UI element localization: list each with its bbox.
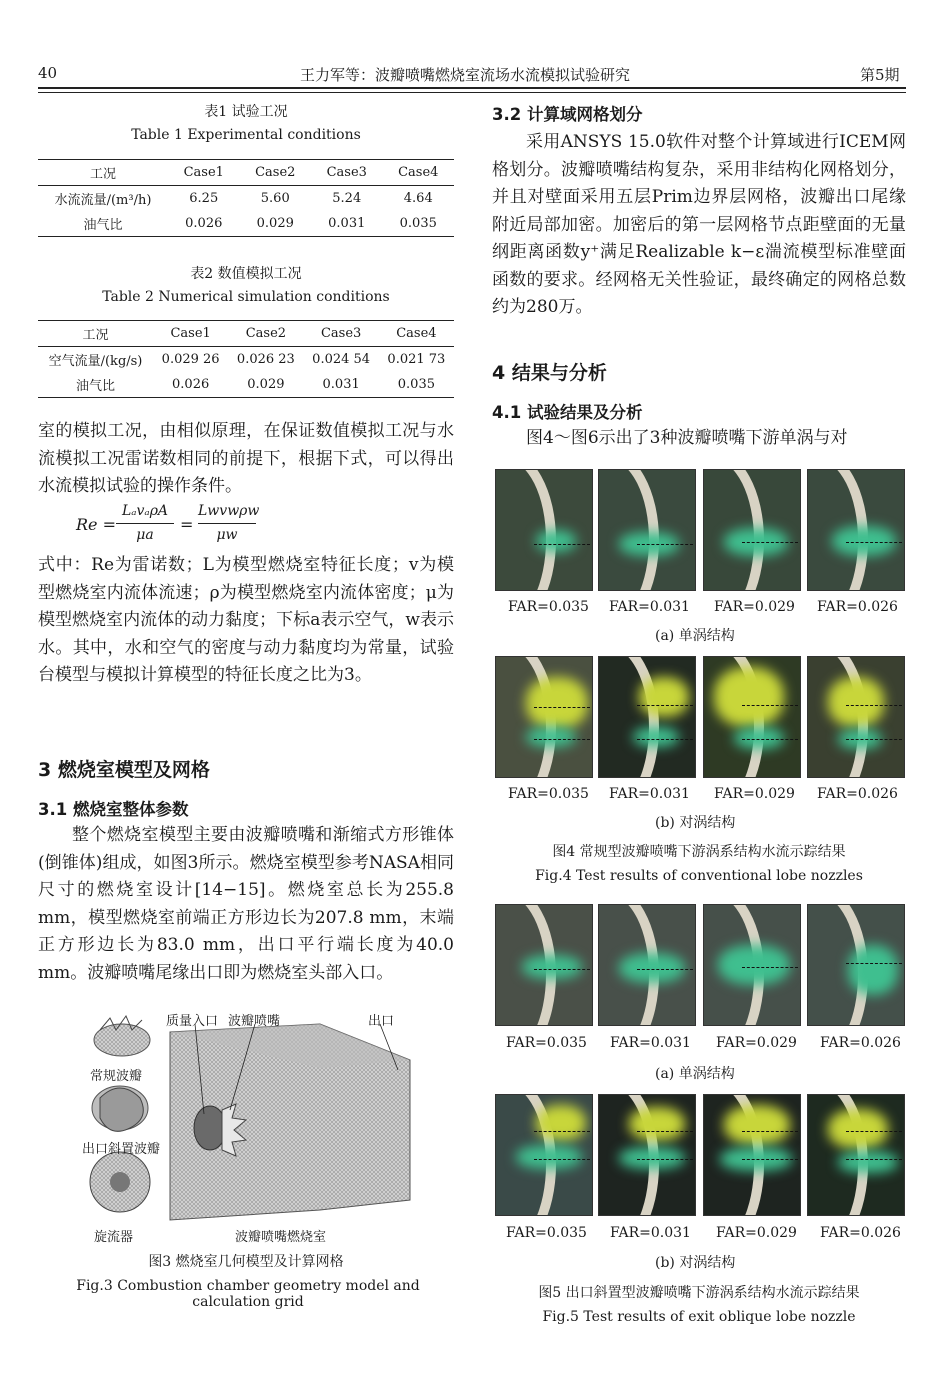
header-rule — [38, 87, 906, 89]
equation-reynolds — [76, 503, 276, 553]
fig4b-photo-1 — [495, 656, 593, 778]
eq-num-water: Lwvwρw — [198, 503, 260, 519]
fig4a-photo-3 — [703, 469, 801, 591]
body-paragraph: 室的模拟工况，由相似原理，在保证数值模拟工况与水流模拟工况雷诺数相同的前提下，根据下式，可以得出水流模拟试验的操作条件。 — [38, 421, 454, 496]
table2-header: Case1 — [153, 321, 228, 347]
table1-cell: 油气比 — [38, 211, 168, 237]
far-label: FAR=0.029 — [716, 1225, 797, 1241]
table2 — [38, 320, 454, 398]
table2-header: 工况 — [38, 321, 153, 347]
fig3-caption-cn: 图3 燃烧室几何模型及计算网格 — [148, 1254, 344, 1270]
fig5b-photo-3 — [703, 1094, 801, 1216]
body-paragraph: 整个燃烧室模型主要由波瓣喷嘴和渐缩式方形锥体(倒锥体)组成，如图3所示。燃烧室模型参考NASA相同尺寸的燃烧室设计[14−15]。燃烧室总长为255.8 mm，模型燃烧室前端正方形边长为207.8 mm，末端正方形边长为83.0 mm，出口平行端长度为40.0 mm。波瓣喷嘴尾缘出口即为燃烧室头部入口。 — [38, 825, 454, 983]
table2-header: Case2 — [228, 321, 303, 347]
fig5a-photo-4 — [807, 904, 905, 1026]
fig3-geometry — [80, 1010, 450, 1245]
far-label: FAR=0.026 — [820, 1225, 901, 1241]
eq-den-air: μa — [136, 527, 154, 543]
fig5a-photo-1 — [495, 904, 593, 1026]
table2-cell: 0.029 26 — [161, 352, 220, 367]
table1-cell: 5.24 — [332, 191, 362, 206]
page-number: 40 — [38, 64, 58, 82]
far-label: FAR=0.035 — [508, 599, 589, 615]
far-label: FAR=0.029 — [714, 599, 795, 615]
fraction-bar — [116, 523, 174, 524]
table2-cell: 0.029 — [228, 372, 303, 398]
table1-header: Case2 — [240, 160, 312, 186]
running-title: 王力军等：波瓣喷嘴燃烧室流场水流模拟试验研究 — [300, 66, 631, 84]
section-heading: 4 结果与分析 — [492, 362, 607, 384]
subsection-heading: 4.1 试验结果及分析 — [492, 403, 643, 422]
table1-cell: 水流流量/(m³/h) — [54, 193, 152, 208]
fig5a-photo-3 — [703, 904, 801, 1026]
label-swirler: 旋流器 — [94, 1230, 134, 1245]
fig4-caption-cn: 图4 常规型波瓣喷嘴下游涡系结构水流示踪结果 — [552, 844, 846, 860]
fig3-caption-en: Fig.3 Combustion chamber geometry model and calculation grid — [76, 1278, 420, 1310]
far-label: FAR=0.035 — [506, 1225, 587, 1241]
fig4-sub-b: (b) 对涡结构 — [655, 815, 736, 831]
table2-header: Case3 — [304, 321, 379, 347]
table2-cell: 0.026 23 — [236, 352, 295, 367]
far-label: FAR=0.031 — [610, 1035, 691, 1051]
figure-3 — [80, 1010, 450, 1245]
label-oblique-lobe: 出口斜置波瓣 — [82, 1142, 161, 1157]
table1-header: Case1 — [168, 160, 240, 186]
table1-cell: 0.026 — [168, 211, 240, 237]
subsection-heading: 3.1 燃烧室整体参数 — [38, 800, 189, 819]
fig4a-photo-4 — [807, 469, 905, 591]
fig5-caption-en: Fig.5 Test results of exit oblique lobe nozzle — [542, 1309, 856, 1325]
table2-cell: 0.026 — [153, 372, 228, 398]
table1-header: Case3 — [311, 160, 383, 186]
fig4b-photo-3 — [703, 656, 801, 778]
conventional-lobe-icon — [94, 1016, 150, 1056]
table2-cell: 0.031 — [304, 372, 379, 398]
issue-number: 第5期 — [860, 66, 900, 84]
eq-equals: = — [180, 515, 194, 534]
body-paragraph: 图4～图6示出了3种波瓣喷嘴下游单涡与对 — [526, 428, 848, 448]
table2-caption-cn: 表2 数值模拟工况 — [190, 266, 302, 282]
table1-cell: 6.25 — [189, 191, 219, 206]
oblique-lobe-icon — [92, 1086, 148, 1131]
body-paragraph: 式中：Re为雷诺数；L为模型燃烧室特征长度；v为模型燃烧室内流体流速；ρ为模型燃烧室内流体密度；μ为模型燃烧室内流体的动力黏度；下标a表示空气，w表示水。其中，水和空气的密度与动力黏度均为常量，试验台模型与模拟计算模型的特征长度之比为3。 — [38, 555, 454, 685]
table1-header: Case4 — [383, 160, 455, 186]
table2-cell: 空气流量/(kg/s) — [48, 354, 143, 369]
table2-caption-en: Table 2 Numerical simulation conditions — [102, 289, 390, 305]
fig4b-photo-4 — [807, 656, 905, 778]
far-label: FAR=0.035 — [506, 1035, 587, 1051]
body-paragraph: 采用ANSYS 15.0软件对整个计算域进行ICEM网格划分。波瓣喷嘴结构复杂，采用非结构化网格划分，并且对壁面采用五层Prim边界层网格，波瓣出口尾缘附近局部加密。加密后的第一层网格节点距壁面的无量纲距离函数y⁺满足Realizable k−ε湍流模型标准壁面函数的要求。经网格无关性验证，最终确定的网格总数约为280万。 — [492, 132, 906, 317]
table1-cell: 5.60 — [260, 191, 290, 206]
swirler-icon — [90, 1152, 150, 1212]
fig4a-photo-1 — [495, 469, 593, 591]
table2-cell: 0.035 — [379, 372, 454, 398]
far-label: FAR=0.029 — [714, 786, 795, 802]
far-label: FAR=0.026 — [817, 599, 898, 615]
table1-cell: 4.64 — [403, 191, 433, 206]
fig4b-photo-2 — [598, 656, 696, 778]
table1-header: 工况 — [38, 160, 168, 186]
fig4-caption-en: Fig.4 Test results of conventional lobe nozzles — [535, 868, 863, 884]
table1-caption-cn: 表1 试验工况 — [204, 104, 288, 120]
eq-den-water: μw — [216, 527, 238, 543]
far-label: FAR=0.026 — [820, 1035, 901, 1051]
table2-cell: 0.021 73 — [387, 352, 446, 367]
table1-cell: 0.031 — [311, 211, 383, 237]
far-label: FAR=0.031 — [610, 1225, 691, 1241]
fig5-caption-cn: 图5 出口斜置型波瓣喷嘴下游涡系结构水流示踪结果 — [538, 1285, 860, 1301]
table1 — [38, 159, 454, 237]
table2-cell: 0.024 54 — [312, 352, 371, 367]
fig5-sub-a: (a) 单涡结构 — [655, 1066, 735, 1082]
fig5b-photo-2 — [598, 1094, 696, 1216]
section-heading: 3 燃烧室模型及网格 — [38, 759, 210, 781]
fig4a-photo-2 — [598, 469, 696, 591]
fig5a-photo-2 — [598, 904, 696, 1026]
far-label: FAR=0.029 — [716, 1035, 797, 1051]
table2-cell: 油气比 — [38, 372, 153, 398]
table2-header: Case4 — [379, 321, 454, 347]
subsection-heading: 3.2 计算域网格划分 — [492, 105, 643, 124]
label-lobe-nozzle: 波瓣喷嘴 — [228, 1014, 281, 1029]
lobe-nozzle-shape — [194, 1106, 226, 1150]
fig4-sub-a: (a) 单涡结构 — [655, 628, 735, 644]
fig5b-photo-4 — [807, 1094, 905, 1216]
header-rule-thin — [38, 92, 906, 93]
far-label: FAR=0.035 — [508, 786, 589, 802]
far-label: FAR=0.031 — [609, 599, 690, 615]
label-combustor: 波瓣喷嘴燃烧室 — [235, 1230, 327, 1245]
table1-caption-en: Table 1 Experimental conditions — [131, 127, 361, 143]
fig5b-photo-1 — [495, 1094, 593, 1216]
table1-cell: 0.035 — [383, 211, 455, 237]
label-mass-inlet: 质量入口 — [166, 1014, 219, 1029]
eq-num-air: LₐvₐρA — [121, 503, 169, 519]
fig5-sub-b: (b) 对涡结构 — [655, 1255, 736, 1271]
fraction-bar — [198, 523, 256, 524]
far-label: FAR=0.026 — [817, 786, 898, 802]
far-label: FAR=0.031 — [609, 786, 690, 802]
label-conventional-lobe: 常规波瓣 — [90, 1069, 143, 1084]
eq-lhs: Re = — [76, 515, 117, 534]
table1-cell: 0.029 — [240, 211, 312, 237]
label-outlet: 出口 — [368, 1014, 395, 1029]
